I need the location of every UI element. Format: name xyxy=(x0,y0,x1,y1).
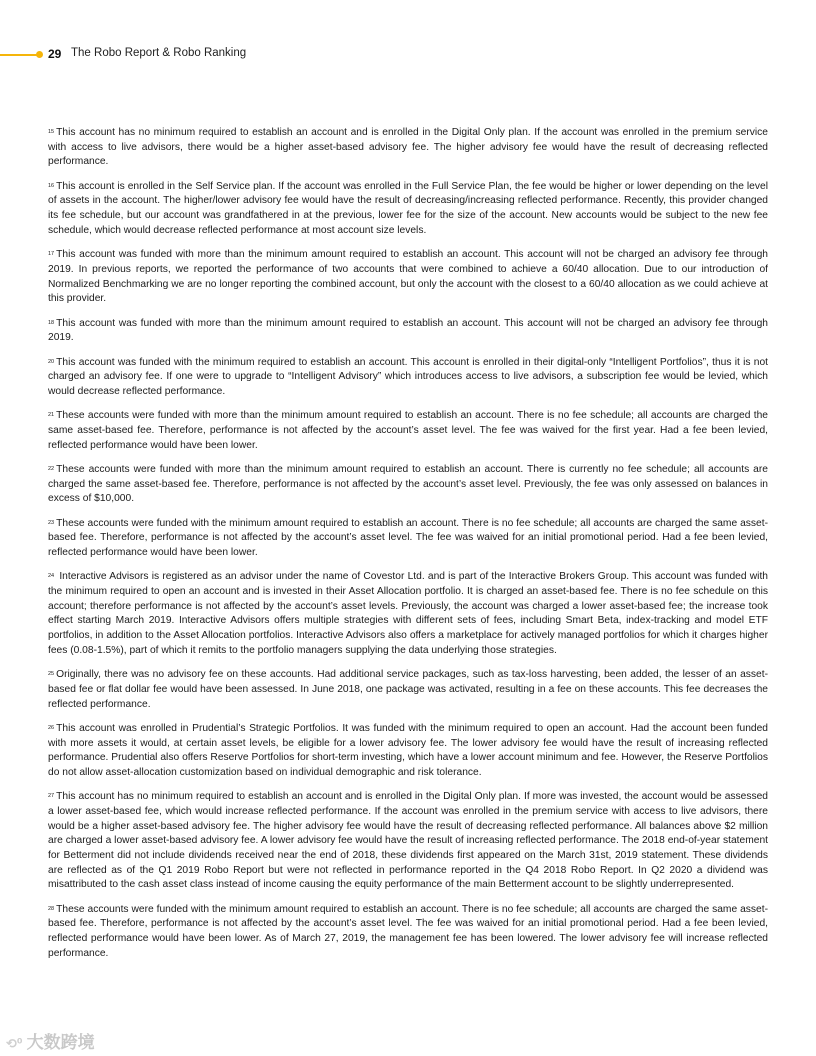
watermark-text: 大数跨境 xyxy=(26,1033,95,1052)
footnotes-list xyxy=(48,126,768,971)
footnote-17 xyxy=(48,248,768,307)
footnote-25 xyxy=(48,668,768,712)
footnote-20 xyxy=(48,356,768,400)
footnote-28 xyxy=(48,903,768,962)
footnote-16 xyxy=(48,180,768,239)
footnote-22 xyxy=(48,463,768,507)
footnote-number: 16 xyxy=(48,182,55,189)
footnote-number: 26 xyxy=(48,724,55,731)
footnote-text: This account is enrolled in the Self Service plan. If the account was enrolled in the Full Service Plan, the fee would be higher or lower depending on the level of assets in the account. The higher/lower advisory fee would have the result of decreasing/increasing reflected performance. Recently, this provider changed its fee schedule, but our account was grandfathered in at the previous, lower fee for the size of the account. New accounts would be subject to the new fee schedule, which would decrease reflected performance at most account size levels. xyxy=(48,180,768,236)
footnote-18 xyxy=(48,317,768,346)
footnote-text: This account has no minimum required to establish an account and is enrolled in the Digital Only plan. If more was invested, the account would be assessed a lower asset-based fee, which would increase reflected performance. If the account was enrolled in the premium service with access to live advisors, there would be a higher asset-based advisory fee. The higher advisory fee would have the result of decreasing reflected performance. All balances above $2 million are charged a lower asset-based advisory fee. A lower advisory fee would have the result of increasing reflected performance. The 2018 end-of-year statement for Betterment did not include dividends received near the end of 2018, these dividends first appeared on the March 31st, 2019 statement. These dividends are reflected as of the Q1 2019 Robo Report but were not reflected in performance reported in the Q4 2018 Robo Report. In Q2 2020 a dividend was misattributed to the cash asset class instead of income causing the equity performance of the main Betterment account to be slightly underrepresented. xyxy=(48,791,768,891)
footnote-text: Interactive Advisors is registered as an advisor under the name of Covestor Ltd. and is part of the Interactive Brokers Group. This account was funded with the minimum required to open an account and is invested in their Asset Allocation portfolio. It is charged an asset-based fee. There is no fee schedule on this account; therefore performance is not affected by the account’s asset levels. Previously, the account was charged a lower asset-based fee; the increase took effect starting March 2019. Interactive Advisors offers multiple strategies with different sets of fees, including Smart Beta, index-tracking and model ETF portfolios, in addition to the Asset Allocation portfolios. Interactive Advisors also offers a marketplace for actively managed portfolios for which it charges higher fees (0.08-1.5%), part of which it remits to the portfolio managers supplying the data underlying those strategies. xyxy=(48,571,768,656)
page-header xyxy=(0,46,400,64)
page-number: 29 xyxy=(48,47,62,61)
footnote-27 xyxy=(48,790,768,893)
footnote-text: These accounts were funded with more than the minimum amount required to establish an account. There is currently no fee schedule; all accounts are charged the same asset-based fee. Therefore, performance is not affected by the account’s asset level. Previously, the fee was only assessed on balances in excess of $10,000. xyxy=(48,463,768,505)
watermark-icon: ⟲⁰ xyxy=(6,1035,23,1051)
footnote-number: 22 xyxy=(48,465,55,472)
footnote-text: This account has no minimum required to establish an account and is enrolled in the Digital Only plan. If the account was enrolled in the premium service with access to live advisors, there would be a higher asset-based advisory fee. The higher advisory fee would have the result of decreasing reflected performance. xyxy=(48,127,768,168)
footnote-text: These accounts were funded with more than the minimum amount required to establish an account. There is no fee schedule; all accounts are charged the same asset-based fee. Therefore, performance is not affected by the account’s asset level. The fee was waived for the first year. Had a fee been levied, reflected performance would have been lower. xyxy=(48,410,768,451)
footnote-number: 23 xyxy=(48,519,55,526)
footnote-number: 17 xyxy=(48,251,55,258)
footnote-number: 28 xyxy=(48,905,55,912)
footnote-text: This account was funded with the minimum required to establish an account. This account is enrolled in their digital-only “Intelligent Portfolios”, thus it is not charged an advisory fee. If one were to upgrade to “Intelligent Advisory” which introduces access to live advisors, a subscription fee would be levied, which would decrease reflected performance. xyxy=(48,356,768,397)
footnote-26 xyxy=(48,722,768,781)
footnote-number: 27 xyxy=(48,793,55,800)
footnote-number: 25 xyxy=(48,671,55,678)
footnote-text: This account was enrolled in Prudential’s Strategic Portfolios. It was funded with the minimum required to open an account. Had the account been funded with more assets it would, at certain asset levels, be eligible for a lower advisory fee. The lower advisory fee would have the result of increasing reflected performance. Prudential also offers Reserve Portfolios for short-term investing, which have a lower account minimum and fee. However, the Reserve Portfolios do not allow asset-allocation customization based on individual demographic and risk tolerance. xyxy=(48,722,768,778)
footnote-text: This account was funded with more than the minimum amount required to establish an account. This account will not be charged an advisory fee through 2019. xyxy=(48,317,768,344)
watermark-logo xyxy=(6,1028,116,1052)
footnote-number: 18 xyxy=(48,319,55,326)
header-accent-dot xyxy=(36,51,43,58)
footnote-21 xyxy=(48,409,768,453)
footnote-text: Originally, there was no advisory fee on these accounts. Had additional service packages, such as tax-loss harvesting, been added, the lesser of an asset-based fee or flat dollar fee would have been assessed. In June 2018, one package was activated, resulting in a fee on these accounts. This fee decreases the reflected performance. xyxy=(48,669,768,710)
footnote-15 xyxy=(48,126,768,170)
footnote-number: 24 xyxy=(48,573,55,580)
footnote-number: 20 xyxy=(48,358,55,365)
header-accent-rule xyxy=(0,54,38,56)
footnote-23 xyxy=(48,517,768,561)
footnote-24 xyxy=(48,570,768,658)
report-title: The Robo Report & Robo Ranking xyxy=(71,47,247,59)
footnote-text: These accounts were funded with the minimum amount required to establish an account. There is no fee schedule; all accounts are charged the same asset-based fee. Therefore, performance is not affected by the account’s asset level. The fee was waived for an initial promotional period. Had a fee been levied, reflected performance would have been lower. As of March 27, 2019, the management fee has been lowered. The lower advisory fee will increase reflected performance. xyxy=(48,903,768,959)
footnote-text: These accounts were funded with the minimum amount required to establish an account. There is no fee schedule; all accounts are charged the same asset-based fee. Therefore, performance is not affected by the account’s asset level. The fee was waived for an initial promotional period. Had a fee been levied, reflected performance would have been lower. xyxy=(48,517,768,559)
footnote-number: 21 xyxy=(48,412,55,419)
footnote-number: 15 xyxy=(48,129,55,135)
footnote-text: This account was funded with more than the minimum amount required to establish an account. This account will not be charged an advisory fee through 2019. In previous reports, we reported the performance of two accounts that were combined to achieve a 60/40 allocation. Due to our introduction of Normalized Benchmarking we are no longer reporting the combined account, but only the account with the closest to a 60/40 allocation as we could achieve at this provider. xyxy=(48,249,768,305)
